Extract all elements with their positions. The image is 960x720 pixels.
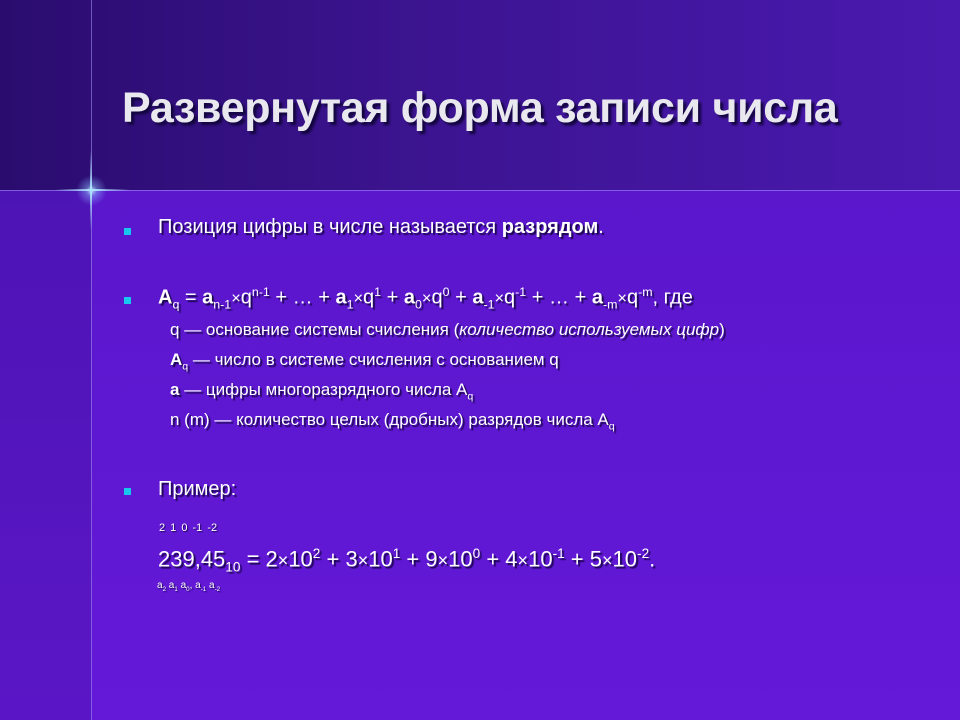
definition-text: n (m) — количество целых (дробных) разрядов числа A xyxy=(170,410,609,429)
term-coef: 9 xyxy=(425,546,438,572)
formula-sub: q xyxy=(172,297,180,312)
formula-eq: = xyxy=(179,286,203,309)
sparkle-horizontal xyxy=(55,189,130,191)
formula-sub: 0 xyxy=(415,297,422,312)
formula-plus: + xyxy=(381,286,404,309)
slide-title: Развернутая форма записи числа xyxy=(122,84,838,132)
term-coef: 5 xyxy=(589,546,603,572)
term-exp: -2 xyxy=(637,546,650,561)
definition-text: — цифры многоразрядного числа A xyxy=(179,380,468,399)
definition-q xyxy=(170,320,725,340)
example-digit-labels: $a_2$ $a_1$ $a_0$, $a_{-1}$ $a_{-2}$ xyxy=(157,580,221,593)
formula-times: × xyxy=(231,289,241,308)
definition-sub: q xyxy=(608,420,615,433)
term-coef: 3 xyxy=(345,546,358,572)
formula-ellipsis: … xyxy=(549,286,575,309)
formula-a: a xyxy=(403,286,415,309)
definition-sub: q xyxy=(467,390,474,403)
formula-sup: -m xyxy=(638,285,653,299)
formula-sup: -1 xyxy=(515,285,527,299)
definition-symbol: A xyxy=(170,350,183,369)
formula-sup: n-1 xyxy=(251,285,270,299)
formula-plus: + xyxy=(574,286,592,309)
formula-times: × xyxy=(494,289,505,308)
formula-q: q xyxy=(504,286,516,309)
slide-left-band xyxy=(0,190,92,720)
example-number: 239,45 xyxy=(158,546,226,572)
example-base: 10 xyxy=(225,559,241,575)
term-exp: 1 xyxy=(392,546,401,561)
formula-q: q xyxy=(431,286,443,309)
formula-a: a xyxy=(202,286,214,309)
formula-q: q xyxy=(240,286,252,309)
slide-body-background xyxy=(0,190,960,720)
formula-times: × xyxy=(617,289,627,308)
definition-nm xyxy=(170,410,615,432)
formula-plus: + xyxy=(526,286,549,309)
formula-sub: n-1 xyxy=(213,297,232,312)
bullet-icon xyxy=(124,488,131,495)
formula-plus: + xyxy=(449,286,473,309)
formula-a: a xyxy=(591,286,603,309)
sparkle-vertical xyxy=(90,150,92,230)
definition-sub: q xyxy=(182,360,189,373)
definition-text: — число в системе счисления с основанием q xyxy=(188,350,559,369)
term-coef: 4 xyxy=(505,546,518,572)
definition-symbol: a xyxy=(170,380,180,399)
vertical-divider xyxy=(91,0,92,720)
definition-text: — основание системы счисления ( xyxy=(179,320,460,339)
horizontal-divider xyxy=(0,190,960,191)
formula-A: A xyxy=(158,286,173,309)
example-equation: $239,45_{10} = 2\times 10^2 + 3\times 10^1 + 9\times 10^0 + 4\times 10^{-1} + 5\times 10^{-2}$. xyxy=(158,546,656,575)
bullet-discharge xyxy=(158,216,604,239)
formula-a: a xyxy=(335,286,347,309)
formula-sub: -1 xyxy=(483,297,495,312)
formula-times: × xyxy=(421,289,432,308)
definition-italic: количество используемых цифр xyxy=(459,320,720,339)
formula-plus: + xyxy=(269,286,293,309)
bullet-icon xyxy=(124,297,131,304)
example-label: Пример: xyxy=(158,478,237,500)
definition-a xyxy=(170,380,473,402)
definition-close: ) xyxy=(719,320,725,339)
formula-sup: 0 xyxy=(442,285,450,299)
bullet-text: Позиция цифры в числе называется xyxy=(158,216,502,238)
term-coef: 2 xyxy=(265,546,278,572)
formula-a: a xyxy=(472,286,484,309)
definition-A xyxy=(170,350,559,372)
formula-q: q xyxy=(626,286,639,309)
formula-line xyxy=(158,285,693,312)
formula-q: q xyxy=(363,286,375,309)
formula-times: × xyxy=(353,289,364,308)
example-position-indices: 2 1 0 -1 -2 xyxy=(159,522,218,534)
formula-plus: + xyxy=(318,286,336,309)
formula-where: , где xyxy=(652,286,693,309)
formula-sub: 1 xyxy=(346,297,354,312)
formula-ellipsis: … xyxy=(292,286,319,309)
term-exp: -1 xyxy=(552,546,565,561)
formula-sup: 1 xyxy=(374,285,382,299)
term-exp: 0 xyxy=(472,546,481,561)
term-bold: разрядом xyxy=(501,216,599,238)
bullet-icon xyxy=(124,228,131,235)
term-exp: 2 xyxy=(312,546,321,561)
formula-sub: -m xyxy=(602,297,618,312)
definition-symbol: q xyxy=(170,320,180,339)
bullet-punct: . xyxy=(598,216,604,238)
